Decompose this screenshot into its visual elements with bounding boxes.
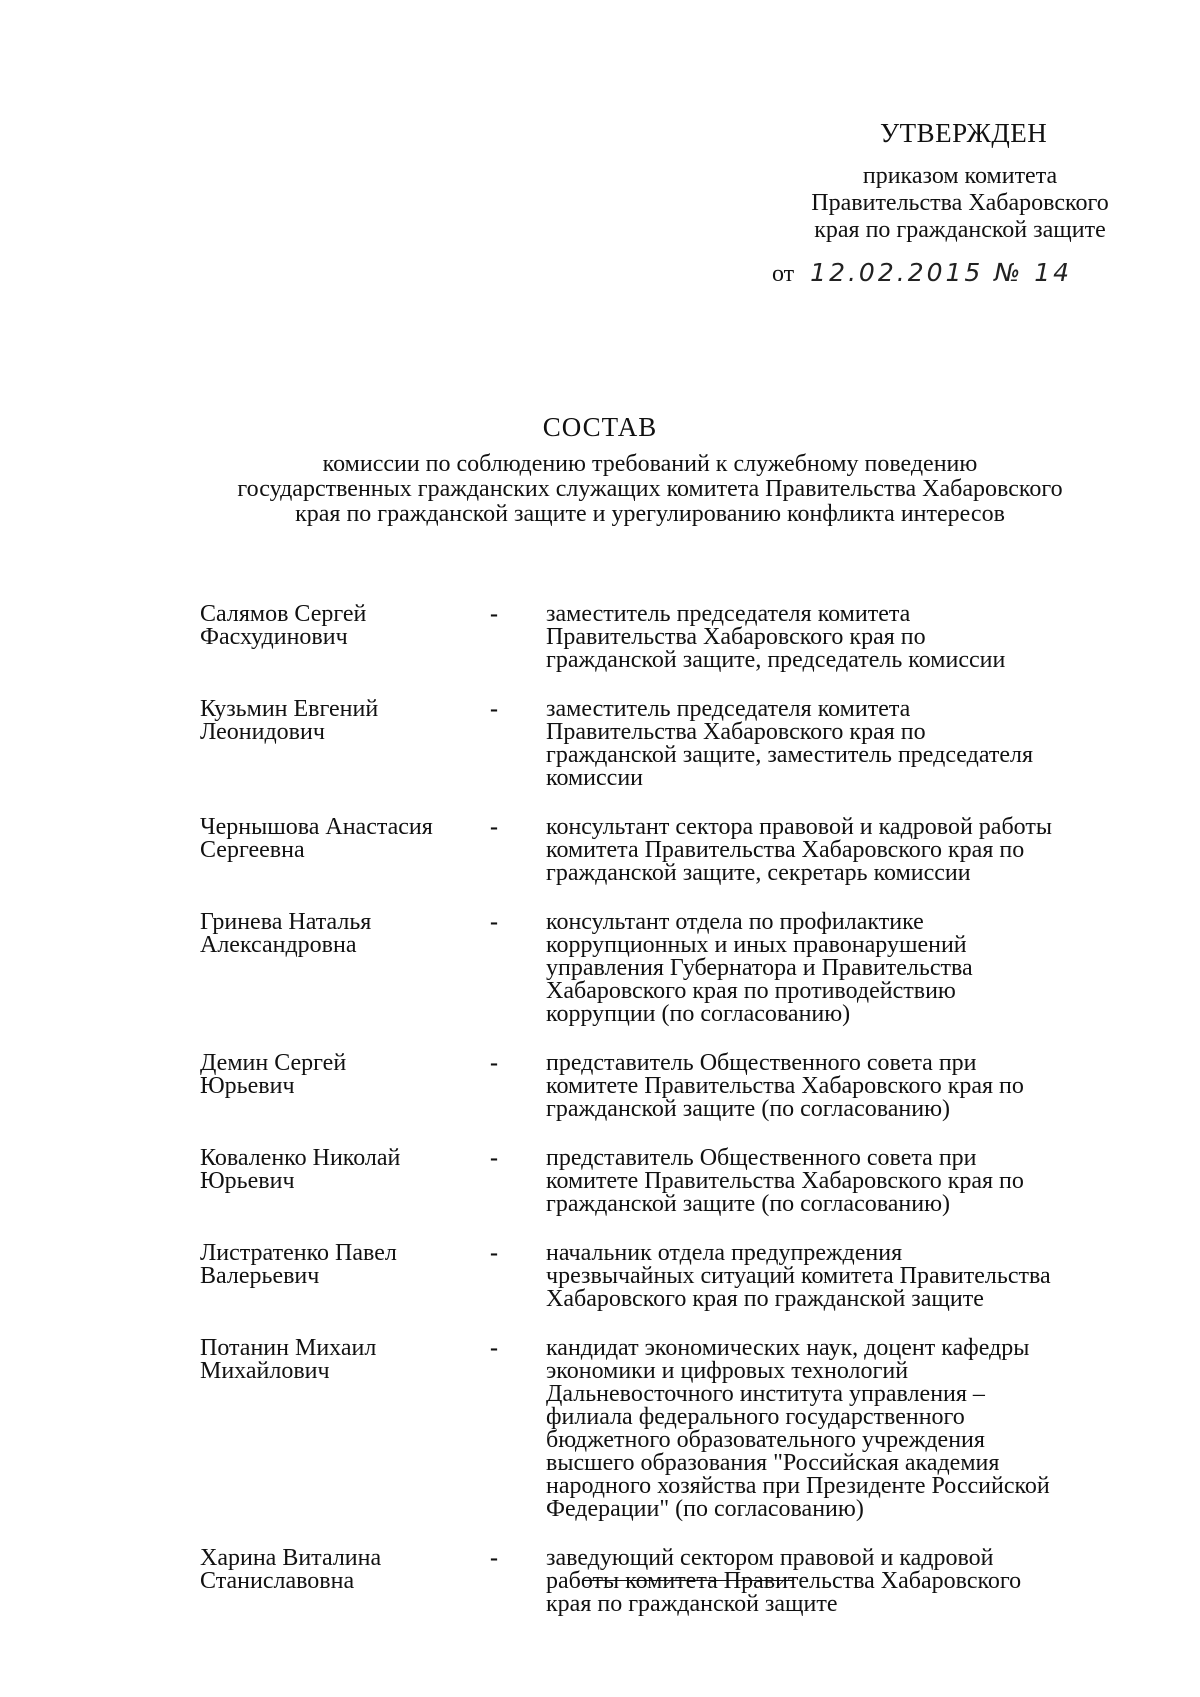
approval-date: [772, 258, 1160, 288]
subtitle-line: комиссии по соблюдению требований к служебному поведению: [322, 451, 978, 477]
member-dash: -: [490, 814, 498, 840]
member-row: [200, 911, 1160, 1026]
member-name: Кузьмин Евгений Леонидович: [200, 696, 379, 745]
member-role: кандидат экономических наук, доцент кафедры экономики и цифровых технологий Дальневосточного института управления – филиала федерального государственного бюджетного образовательного учреждения высшего образования "Российская академия народного хозяйства при Президенте Российской Федерации" (по согласованию): [546, 1335, 1050, 1522]
approval-lines: [760, 163, 1160, 244]
member-row: [200, 1147, 1160, 1216]
member-row: [200, 816, 1160, 885]
end-divider-line: [582, 1580, 794, 1581]
member-role: консультант сектора правовой и кадровой работы комитета Правительства Хабаровского края по гражданской защите, секретарь комиссии: [546, 814, 1052, 886]
member-dash: -: [490, 1050, 498, 1076]
member-name: Демин Сергей Юрьевич: [200, 1050, 347, 1099]
member-role: консультант отдела по профилактике коррупционных и иных правонарушений управления Губернатора и Правительства Хабаровского края по противодействию коррупции (по согласованию): [546, 909, 973, 1027]
member-dash: -: [490, 696, 498, 722]
member-name: Потанин Михаил Михайлович: [200, 1335, 377, 1384]
document-subtitle: [150, 452, 1150, 527]
approval-block: [760, 118, 1160, 288]
member-row: [200, 603, 1160, 672]
member-role: начальник отдела предупреждения чрезвычайных ситуаций комитета Правительства Хабаровского края по гражданской защите: [546, 1240, 1051, 1312]
member-name: Листратенко Павел Валерьевич: [200, 1240, 397, 1289]
member-role: заместитель председателя комитета Правительства Хабаровского края по гражданской защите, председатель комиссии: [546, 601, 1006, 673]
approval-title: УТВЕРЖДЕН: [880, 118, 1048, 148]
subtitle-line: государственных гражданских служащих комитета Правительства Хабаровского: [237, 476, 1063, 502]
member-dash: -: [490, 1335, 498, 1361]
document-title: СОСТАВ: [542, 412, 658, 442]
member-row: [200, 1052, 1160, 1121]
member-role: представитель Общественного совета при комитете Правительства Хабаровского края по гражданской защите (по согласованию): [546, 1050, 1024, 1122]
member-dash: -: [490, 1240, 498, 1266]
member-role: заместитель председателя комитета Правительства Хабаровского края по гражданской защите, заместитель председателя комиссии: [546, 696, 1034, 791]
member-name: Коваленко Николай Юрьевич: [200, 1145, 401, 1194]
member-row: [200, 1242, 1160, 1311]
member-role: заведующий сектором правовой и кадровой работы комитета Правительства Хабаровского края по гражданской защите: [546, 1545, 1022, 1617]
approval-line: Правительства Хабаровского: [811, 190, 1109, 216]
member-name: Салямов Сергей Фасхудинович: [200, 601, 367, 650]
member-dash: -: [490, 1545, 498, 1571]
member-name: Гринева Наталья Александровна: [200, 909, 372, 958]
approval-date-prefix: от: [772, 261, 795, 287]
member-name: Чернышова Анастасия Сергеевна: [200, 814, 433, 863]
subtitle-line: края по гражданской защите и урегулированию конфликта интересов: [295, 501, 1005, 527]
member-name: Харина Виталина Станиславовна: [200, 1545, 382, 1594]
handwritten-date: 12.02.2015 № 14: [810, 258, 1073, 287]
member-row: [200, 1547, 1160, 1616]
member-role: представитель Общественного совета при комитете Правительства Хабаровского края по гражданской защите (по согласованию): [546, 1145, 1024, 1217]
approval-line: приказом комитета: [862, 163, 1058, 189]
member-dash: -: [490, 601, 498, 627]
member-dash: -: [490, 909, 498, 935]
member-row: [200, 1337, 1160, 1521]
member-dash: -: [490, 1145, 498, 1171]
member-row: [200, 698, 1160, 790]
members-list: [200, 603, 1160, 1616]
approval-line: края по гражданской защите: [814, 217, 1106, 243]
